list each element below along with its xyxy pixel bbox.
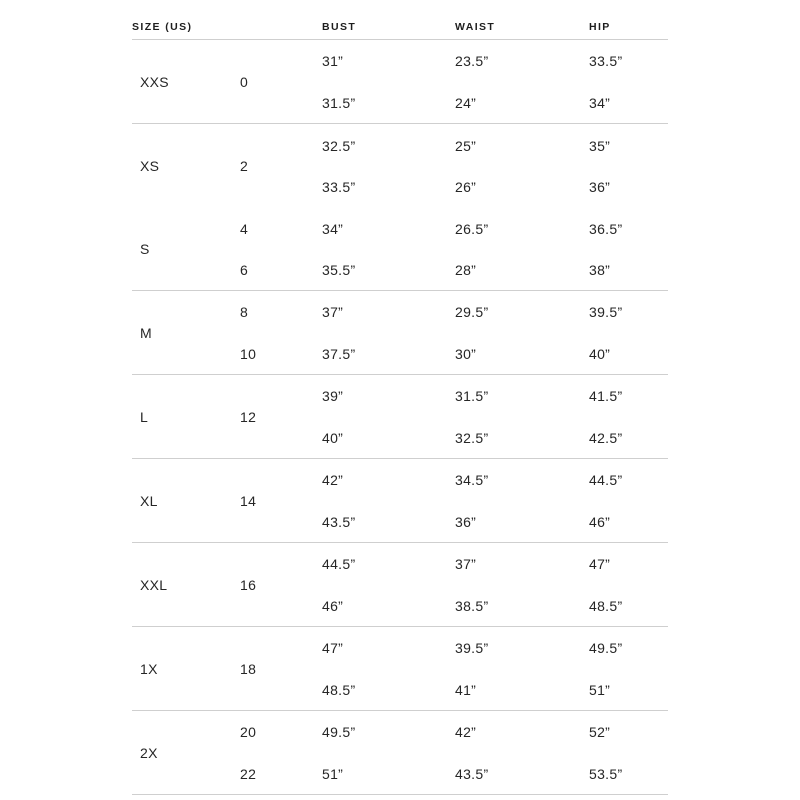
bust-value: 37.5” <box>322 346 356 362</box>
waist-value: 24” <box>455 95 477 111</box>
waist-value: 41” <box>455 682 477 698</box>
column-header-bust: BUST <box>322 21 357 33</box>
size-number: 16 <box>240 577 257 593</box>
waist-value: 42” <box>455 724 477 740</box>
bust-value: 51” <box>322 766 344 782</box>
waist-value: 43.5” <box>455 766 489 782</box>
hip-value: 38” <box>589 262 611 278</box>
bust-value: 31” <box>322 53 344 69</box>
hip-value: 49.5” <box>589 640 623 656</box>
waist-value: 34.5” <box>455 472 489 488</box>
hip-value: 52” <box>589 724 611 740</box>
bust-value: 31.5” <box>322 95 356 111</box>
bust-value: 43.5” <box>322 514 356 530</box>
waist-value: 37” <box>455 556 477 572</box>
size-group-l <box>132 375 668 459</box>
size-group-1x <box>132 627 668 711</box>
waist-value: 31.5” <box>455 388 489 404</box>
bust-value: 44.5” <box>322 556 356 572</box>
hip-value: 44.5” <box>589 472 623 488</box>
hip-value: 47” <box>589 556 611 572</box>
size-label: 1X <box>140 661 158 677</box>
size-number: 20 <box>240 724 257 740</box>
size-group-xl <box>132 459 668 543</box>
size-number: 6 <box>240 262 249 278</box>
hip-value: 36” <box>589 179 611 195</box>
size-number: 8 <box>240 304 249 320</box>
hip-value: 46” <box>589 514 611 530</box>
bust-value: 48.5” <box>322 682 356 698</box>
bust-value: 34” <box>322 221 344 237</box>
column-header-hip: HIP <box>589 21 611 33</box>
size-number: 4 <box>240 221 249 237</box>
hip-value: 34” <box>589 95 611 111</box>
size-group-m <box>132 291 668 375</box>
hip-value: 40” <box>589 346 611 362</box>
waist-value: 32.5” <box>455 430 489 446</box>
bust-value: 35.5” <box>322 262 356 278</box>
hip-value: 36.5” <box>589 221 623 237</box>
size-label: L <box>140 409 149 425</box>
waist-value: 36” <box>455 514 477 530</box>
size-label: 2X <box>140 745 158 761</box>
size-number: 0 <box>240 74 249 90</box>
size-label: XS <box>140 158 160 174</box>
hip-value: 33.5” <box>589 53 623 69</box>
table-header <box>132 14 668 40</box>
waist-value: 28” <box>455 262 477 278</box>
size-group-xxl <box>132 543 668 627</box>
size-label: S <box>140 241 150 257</box>
waist-value: 38.5” <box>455 598 489 614</box>
hip-value: 51” <box>589 682 611 698</box>
hip-value: 48.5” <box>589 598 623 614</box>
hip-value: 42.5” <box>589 430 623 446</box>
waist-value: 39.5” <box>455 640 489 656</box>
size-label: XL <box>140 493 158 509</box>
size-number: 18 <box>240 661 257 677</box>
hip-value: 35” <box>589 138 611 154</box>
bust-value: 47” <box>322 640 344 656</box>
size-label: XXS <box>140 74 169 90</box>
waist-value: 26.5” <box>455 221 489 237</box>
size-number: 14 <box>240 493 257 509</box>
column-header-waist: WAIST <box>455 21 496 33</box>
waist-value: 30” <box>455 346 477 362</box>
waist-value: 23.5” <box>455 53 489 69</box>
bust-value: 33.5” <box>322 179 356 195</box>
waist-value: 25” <box>455 138 477 154</box>
size-number: 2 <box>240 158 249 174</box>
column-header-size: SIZE (US) <box>132 21 193 33</box>
bust-value: 46” <box>322 598 344 614</box>
waist-value: 26” <box>455 179 477 195</box>
size-label: M <box>140 325 152 341</box>
bust-value: 32.5” <box>322 138 356 154</box>
bust-value: 39” <box>322 388 344 404</box>
waist-value: 29.5” <box>455 304 489 320</box>
size-group-2x <box>132 711 668 795</box>
size-chart-table <box>132 14 668 795</box>
size-label: XXL <box>140 577 168 593</box>
size-number: 22 <box>240 766 257 782</box>
hip-value: 41.5” <box>589 388 623 404</box>
bust-value: 42” <box>322 472 344 488</box>
bust-value: 37” <box>322 304 344 320</box>
size-group-xs-s <box>132 124 668 291</box>
hip-value: 39.5” <box>589 304 623 320</box>
bust-value: 40” <box>322 430 344 446</box>
size-number: 10 <box>240 346 257 362</box>
bust-value: 49.5” <box>322 724 356 740</box>
hip-value: 53.5” <box>589 766 623 782</box>
size-number: 12 <box>240 409 257 425</box>
size-group-xxs <box>132 40 668 124</box>
